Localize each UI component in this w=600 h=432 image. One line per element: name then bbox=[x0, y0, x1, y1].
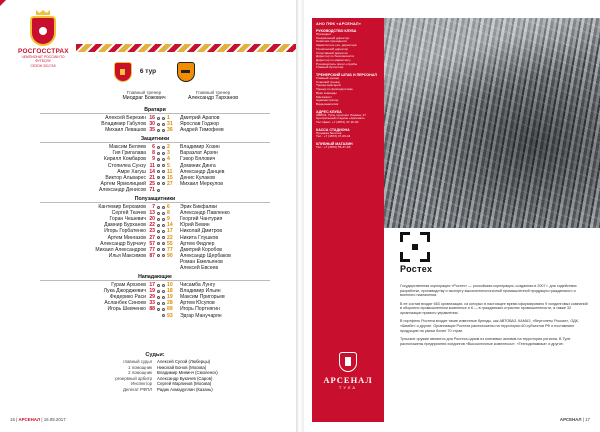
away-player-number: 77 bbox=[167, 246, 173, 253]
lineup-circle-icon bbox=[157, 189, 160, 192]
lineup-circle-icon bbox=[157, 236, 160, 239]
home-player-name: Игорь Горбатенко bbox=[104, 228, 146, 235]
home-player-number: 87 bbox=[149, 252, 155, 259]
home-player-name: Виктор Альварес bbox=[105, 174, 146, 181]
referee-name: Александр Букачев (Саров) bbox=[157, 375, 213, 381]
right-footer: АРСЕНАЛ | 17 bbox=[559, 417, 590, 422]
lineup-circle-icon bbox=[157, 290, 160, 293]
away-player-number: 3 bbox=[167, 150, 170, 157]
home-player-name: Горан Чешевич bbox=[109, 216, 146, 223]
league-subtitle: ЧЕМПИОНАТ РОССИИ ПО ФУТБОЛУ bbox=[21, 55, 65, 64]
club-info-line: Тел.: +7 (4872) 55-37-03 bbox=[316, 145, 351, 150]
lineup-circle-icon bbox=[162, 182, 165, 185]
club-info-section-title: РУКОВОДСТВО КЛУБА bbox=[316, 29, 357, 33]
away-player-name: Владимир Хозин bbox=[180, 144, 220, 151]
lineup-circle-icon bbox=[162, 152, 165, 155]
home-player-number: 19 bbox=[149, 288, 155, 295]
club-info-line: Заместитель ген. директора bbox=[316, 43, 357, 48]
article-paragraph: Тульское оружие является для Ростеха одним из ключевых активов на территории региона. В Туле расположены предприятия холдингов «Высокоточные комплексы», «Технодинамика» и другие. bbox=[400, 336, 571, 346]
rostec-logo bbox=[400, 232, 432, 274]
right-page bbox=[304, 0, 600, 432]
home-player-name: Дамнир Бурханов bbox=[104, 222, 146, 229]
home-player-number: 29 bbox=[149, 294, 155, 301]
referees-block bbox=[40, 352, 270, 393]
away-player-name: Владимир Ильин bbox=[180, 288, 221, 295]
lineup-circle-icon bbox=[157, 212, 160, 215]
club-info-line: Врач команды bbox=[316, 90, 337, 95]
lineup-circle-icon bbox=[162, 308, 165, 311]
away-player-name: Артем Юсупов bbox=[180, 300, 215, 307]
lineup-circle-icon bbox=[162, 296, 165, 299]
section-title: Защитники bbox=[40, 136, 270, 143]
article-paragraph: Государственная корпорация «Ростех» — российская корпорация, созданная в 2007 г. для содействия разработке, производству и экспорту высокотехнологичной промышленной продукции гражданского и военного назначения. bbox=[400, 284, 577, 298]
club-info-line: Видеоаналитик bbox=[316, 101, 339, 106]
league-season: СЕЗОН 2017/18 bbox=[30, 64, 56, 69]
ural-crest-icon bbox=[177, 62, 195, 82]
round-title: 6 тур bbox=[139, 68, 157, 75]
lineup-circle-icon bbox=[162, 254, 165, 257]
home-player-number: 88 bbox=[149, 306, 155, 313]
club-info-line: Технический директор bbox=[316, 46, 349, 51]
away-player-number: 55 bbox=[167, 240, 173, 247]
club-info-line: Президент bbox=[316, 32, 332, 36]
home-player-name: Михаил Левашов bbox=[105, 127, 146, 134]
player-row bbox=[40, 127, 270, 133]
away-player-name: Доминик Динга bbox=[180, 162, 216, 169]
home-player-name: Стопилеа Сунзу bbox=[107, 162, 146, 169]
club-info-line: Старший тренер bbox=[316, 79, 340, 84]
arsenal-shield-icon bbox=[339, 352, 357, 372]
away-player-name: Андрей Тимофеев bbox=[180, 127, 224, 134]
page-number: 17 bbox=[585, 417, 590, 422]
home-player-number: 71 bbox=[149, 186, 155, 193]
away-player-number: 14 bbox=[167, 222, 173, 229]
club-info-line: Руководитель пресс-службы bbox=[316, 61, 358, 66]
away-player-name: Варазлат Арзян bbox=[180, 150, 218, 157]
lineup-circle-icon bbox=[162, 290, 165, 293]
referee-name: Владимир Мияинч (Смоленск) bbox=[157, 370, 218, 376]
home-player-number: 30 bbox=[149, 121, 155, 128]
arsenal-city: ТУЛА bbox=[338, 385, 358, 390]
lineup-circle-icon bbox=[162, 302, 165, 305]
lineup-circle-icon bbox=[162, 158, 165, 161]
lineup-circle-icon bbox=[162, 230, 165, 233]
away-player-name: Эрик Бикфалви bbox=[180, 204, 217, 211]
club-info-line: 300041, Тула, проспект Ленина, 47 bbox=[316, 112, 366, 117]
referee-name: Алексей Сулой (Люберцы) bbox=[157, 359, 211, 364]
away-club-emblem bbox=[175, 62, 197, 88]
away-player-name: Алексей Евсеев bbox=[180, 264, 219, 271]
away-player-number: 22 bbox=[167, 234, 173, 241]
lineup-circle-icon bbox=[162, 248, 165, 251]
home-player-number: 33 bbox=[149, 300, 155, 307]
away-player-name: Эдгар Манучарян bbox=[180, 312, 222, 319]
away-player-name: Александр Павленко bbox=[180, 210, 230, 217]
home-player-name: Кантемир Берхамов bbox=[98, 204, 146, 211]
home-player-name: Федерико Раси bbox=[109, 294, 146, 301]
club-info-line: Главный тренер bbox=[316, 76, 340, 81]
club-info-line: Главный бухгалтер bbox=[316, 65, 344, 70]
home-player-name: Александр Бурчачу bbox=[100, 240, 146, 247]
league-brand: РОСГОССТРАХ bbox=[18, 48, 69, 55]
home-player-number: 25 bbox=[149, 180, 155, 187]
lineup-circle-icon bbox=[162, 314, 165, 317]
home-player-number: 57 bbox=[149, 240, 155, 247]
lineup-circle-icon bbox=[157, 254, 160, 257]
lineup-circle-icon bbox=[162, 206, 165, 209]
away-player-number: 2 bbox=[167, 144, 170, 151]
club-info-line: Центральный стадион «Арсенал» bbox=[316, 116, 365, 121]
player-row bbox=[40, 265, 270, 271]
home-player-number: 13 bbox=[149, 210, 155, 217]
left-footer: 16 | АРСЕНАЛ | 16.08.2017 bbox=[10, 417, 66, 422]
home-player-number: 21 bbox=[149, 174, 155, 181]
lineup-circle-icon bbox=[157, 296, 160, 299]
away-player-name: Денис Кулаков bbox=[180, 174, 215, 181]
lineup-circle-icon bbox=[157, 218, 160, 221]
away-player-number: 90 bbox=[167, 252, 173, 259]
club-info-line: Директор по маркетингу bbox=[316, 57, 351, 62]
club-info-line: Советник президента bbox=[316, 39, 347, 44]
referees-title: Судьи: bbox=[145, 352, 165, 358]
lineup-circle-icon bbox=[157, 284, 160, 287]
away-player-number: 89 bbox=[167, 306, 173, 313]
lineup-circle-icon bbox=[162, 212, 165, 215]
away-player-name: Ярослав Годзюр bbox=[180, 121, 219, 128]
home-player-number: 16 bbox=[149, 115, 155, 121]
lineup-circle-icon bbox=[157, 224, 160, 227]
player-row bbox=[40, 313, 270, 319]
lineup-circle-icon bbox=[157, 248, 160, 251]
referee-role: Инспектор bbox=[131, 381, 152, 387]
away-player-number: 27 bbox=[167, 180, 173, 187]
lineup-circle-icon bbox=[157, 129, 160, 132]
referee-role: 2 помощник bbox=[128, 370, 152, 376]
home-player-name: Гурам Архзоев bbox=[111, 282, 146, 289]
home-player-name: Гия Григалава bbox=[112, 150, 146, 157]
club-info-line: Тел./факс: +7 (4872) 47-10-30 bbox=[316, 120, 359, 125]
away-player-number: 93 bbox=[167, 312, 173, 319]
lineup-circle-icon bbox=[162, 176, 165, 179]
team-roster bbox=[40, 107, 270, 322]
home-player-name: Владимир Габулов bbox=[101, 121, 146, 128]
away-player-name: Артем Фидлер bbox=[180, 240, 215, 247]
lineup-circle-icon bbox=[157, 176, 160, 179]
away-player-number: 19 bbox=[167, 294, 173, 301]
home-player-number: 9 bbox=[152, 156, 155, 163]
rostec-mark-icon bbox=[400, 232, 430, 262]
article-text bbox=[400, 284, 590, 350]
decorative-stripe bbox=[76, 44, 296, 52]
left-page bbox=[0, 0, 296, 432]
lineup-circle-icon bbox=[162, 170, 165, 173]
away-player-name: Дмитрий Коробов bbox=[180, 246, 222, 253]
coach-role-label: Главный тренер bbox=[126, 90, 162, 95]
home-player-name: Сергей Ткачев bbox=[111, 210, 146, 217]
lineup-circle-icon bbox=[162, 117, 165, 120]
crown-icon bbox=[36, 10, 50, 15]
home-player-number: 23 bbox=[149, 228, 155, 235]
home-player-name: Артем Мингазов bbox=[107, 234, 146, 241]
home-player-number: 8 bbox=[152, 150, 155, 157]
home-player-number: 6 bbox=[152, 144, 155, 151]
rostec-wordmark: Ростех bbox=[400, 264, 433, 274]
home-player-number: 17 bbox=[149, 282, 155, 289]
footer-brand: АРСЕНАЛ bbox=[559, 417, 582, 422]
away-player-number: 4 bbox=[167, 156, 170, 163]
corner-accent bbox=[0, 0, 6, 6]
lineup-circle-icon bbox=[162, 123, 165, 126]
referee-role: 1 помощник bbox=[128, 364, 152, 370]
lineup-circle-icon bbox=[162, 129, 165, 132]
away-player-number: 36 bbox=[167, 127, 173, 134]
player-row bbox=[40, 187, 270, 193]
home-player-number: 11 bbox=[149, 162, 155, 169]
article-paragraph: В ее состав входят 663 организации, из которых в настоящее время сформировано 9 холдинговых компаний в оборонно-промышленном комплексе и 6 — в гражданских отраслях промышленности, а также 32 организации прямого управления. bbox=[400, 301, 588, 316]
referee-role: главный судья bbox=[123, 359, 152, 364]
away-player-name: Игорь Портнягин bbox=[180, 306, 220, 313]
away-coach bbox=[153, 90, 273, 101]
away-player-number: 1 bbox=[167, 115, 170, 121]
away-player-number: 28 bbox=[167, 300, 173, 307]
club-info-section-title: КАССА СТАДИОНА bbox=[316, 127, 350, 132]
home-player-name: Михаил Александров bbox=[95, 246, 146, 253]
away-player-name: Роман Емельянов bbox=[180, 258, 223, 265]
away-player-number: 18 bbox=[167, 288, 173, 295]
referee-name: Николай Бонов (Москва) bbox=[157, 364, 207, 370]
club-info-line: Массажист bbox=[316, 94, 332, 99]
away-player-name: Юрий Бевин bbox=[180, 222, 210, 229]
industrial-photo bbox=[384, 18, 600, 228]
shield-icon bbox=[30, 16, 56, 46]
footer-brand: АРСЕНАЛ bbox=[18, 417, 41, 422]
away-player-name: Гэвор Бялович bbox=[180, 156, 216, 163]
away-player-number: 9 bbox=[167, 216, 170, 223]
lineup-circle-icon bbox=[157, 146, 160, 149]
home-player-name: Илья Максимов bbox=[108, 252, 146, 259]
home-player-number: 7 bbox=[152, 204, 155, 211]
away-player-number: 11 bbox=[167, 168, 173, 175]
league-logo bbox=[18, 10, 68, 68]
referee-role: Делегат РФПЛ bbox=[123, 386, 152, 392]
away-player-name: Михаил Меркулов bbox=[180, 180, 223, 187]
away-player-name: Александр Данцев bbox=[180, 168, 225, 175]
section-title: Полузащитники bbox=[40, 196, 270, 203]
home-player-number: 27 bbox=[149, 234, 155, 241]
coach-role-label: Главный тренер bbox=[195, 90, 231, 95]
club-info-section-title: КЛУБНЫЙ МАГАЗИН bbox=[316, 142, 353, 147]
club-info-line: Продажа билетов bbox=[316, 130, 342, 135]
club-info-head: АНО ПФК «АРСЕНАЛ» bbox=[316, 22, 362, 26]
page-number: 16 bbox=[10, 417, 15, 422]
lineup-circle-icon bbox=[157, 123, 160, 126]
home-player-number: 35 bbox=[149, 127, 155, 134]
home-player-name: Асланбек Синоев bbox=[104, 300, 146, 307]
home-player-name: Лука Джорджевич bbox=[103, 288, 146, 295]
away-player-number: 5 bbox=[167, 162, 170, 169]
home-player-name: Артем Ярмолицкий bbox=[100, 180, 146, 187]
home-player-number: 20 bbox=[149, 216, 155, 223]
away-player-number: 6 bbox=[167, 204, 170, 211]
home-player-name: Кирилл Комбаров bbox=[103, 156, 146, 163]
lineup-circle-icon bbox=[157, 158, 160, 161]
away-coach-name: Александр Тарханов bbox=[188, 95, 238, 101]
lineup-circle-icon bbox=[157, 230, 160, 233]
lineup-circle-icon bbox=[162, 242, 165, 245]
home-player-number: 22 bbox=[149, 222, 155, 229]
lineup-circle-icon bbox=[157, 164, 160, 167]
home-club-emblem bbox=[112, 62, 134, 88]
lineup-circle-icon bbox=[162, 224, 165, 227]
lineup-circle-icon bbox=[162, 146, 165, 149]
lineup-circle-icon bbox=[157, 182, 160, 185]
away-player-name: Николай Дмитров bbox=[180, 228, 223, 235]
lineup-circle-icon bbox=[162, 164, 165, 167]
lineup-circle-icon bbox=[157, 242, 160, 245]
away-player-name: Дмитрий Арапов bbox=[180, 115, 220, 121]
club-info-line: Генеральный директор bbox=[316, 35, 350, 40]
arsenal-wordmark: АРСЕНАЛ bbox=[323, 375, 373, 385]
away-player-name: Никита Глушков bbox=[180, 234, 219, 241]
lineup-circle-icon bbox=[162, 284, 165, 287]
home-player-number: 77 bbox=[149, 246, 155, 253]
referee-name: Радик Ахмадуллин (Казань) bbox=[157, 386, 213, 392]
away-player-name: Александр Щербаков bbox=[180, 252, 231, 259]
away-player-number: 31 bbox=[167, 121, 173, 128]
page-fold bbox=[296, 0, 304, 432]
away-player-number: 8 bbox=[167, 210, 170, 217]
section-title: Нападающие bbox=[40, 274, 270, 281]
lineup-circle-icon bbox=[157, 302, 160, 305]
home-coach-name: Миодраг Божович bbox=[122, 95, 166, 101]
club-info-line: Тренер по физподготовке bbox=[316, 87, 353, 92]
arsenal-logo bbox=[312, 352, 384, 390]
referee-row bbox=[40, 387, 270, 393]
referee-name: Сергей Марлинов (Москва) bbox=[157, 381, 212, 387]
club-info-section-title: АДРЕС КЛУБА bbox=[316, 109, 342, 114]
lineup-circle-icon bbox=[157, 152, 160, 155]
club-info-section-title: ТРЕНЕРСКИЙ ШТАБ И ПЕРСОНАЛ bbox=[316, 73, 377, 78]
club-info-line: Тренер вратарей bbox=[316, 83, 341, 88]
lineup-circle-icon bbox=[157, 206, 160, 209]
lineup-circle-icon bbox=[157, 117, 160, 120]
article-paragraph: В портфель Ростеха входят такие известные бренды, как АВТОВАЗ, КАМАЗ, «Вертолеты России», ОДК, «Швабе» и другие. Организации Ростеха расположены на территории 60 субъектов РФ и поставляют продукцию на рынки более 70 стран. bbox=[400, 319, 579, 333]
home-player-name: Максим Беляев bbox=[108, 144, 146, 151]
away-player-name: Максим Пригорьев bbox=[180, 294, 225, 301]
lineup-circle-icon bbox=[157, 170, 160, 173]
club-info-line: Администратор bbox=[316, 98, 339, 103]
away-player-number: 10 bbox=[167, 282, 173, 289]
footer-date: 16.08.2017 bbox=[43, 417, 66, 422]
club-info-line: Тел.: +7 (4872) 47-09-44 bbox=[316, 134, 351, 139]
home-player-name: Игорь Шевченко bbox=[107, 306, 146, 313]
away-player-name: Чисамба Лунгу bbox=[180, 282, 216, 289]
home-player-name: Амре Хагуш bbox=[117, 168, 146, 175]
home-player-name: Алексей Березин bbox=[105, 115, 146, 121]
away-player-number: 17 bbox=[167, 228, 173, 235]
section-title: Вратари bbox=[40, 107, 270, 114]
lineup-circle-icon bbox=[162, 236, 165, 239]
lineup-circle-icon bbox=[157, 308, 160, 311]
away-player-name: Георгий Чантурия bbox=[180, 216, 223, 223]
club-info-line: Директор по безопасности bbox=[316, 54, 355, 59]
club-info-line: Спортивный директор bbox=[316, 50, 348, 55]
home-player-number: 14 bbox=[149, 168, 155, 175]
lineup-circle-icon bbox=[162, 218, 165, 221]
home-player-name: Александр Денисов bbox=[99, 186, 146, 193]
away-player-number: 15 bbox=[167, 174, 173, 181]
referee-role: резервный арбитр bbox=[115, 375, 152, 381]
